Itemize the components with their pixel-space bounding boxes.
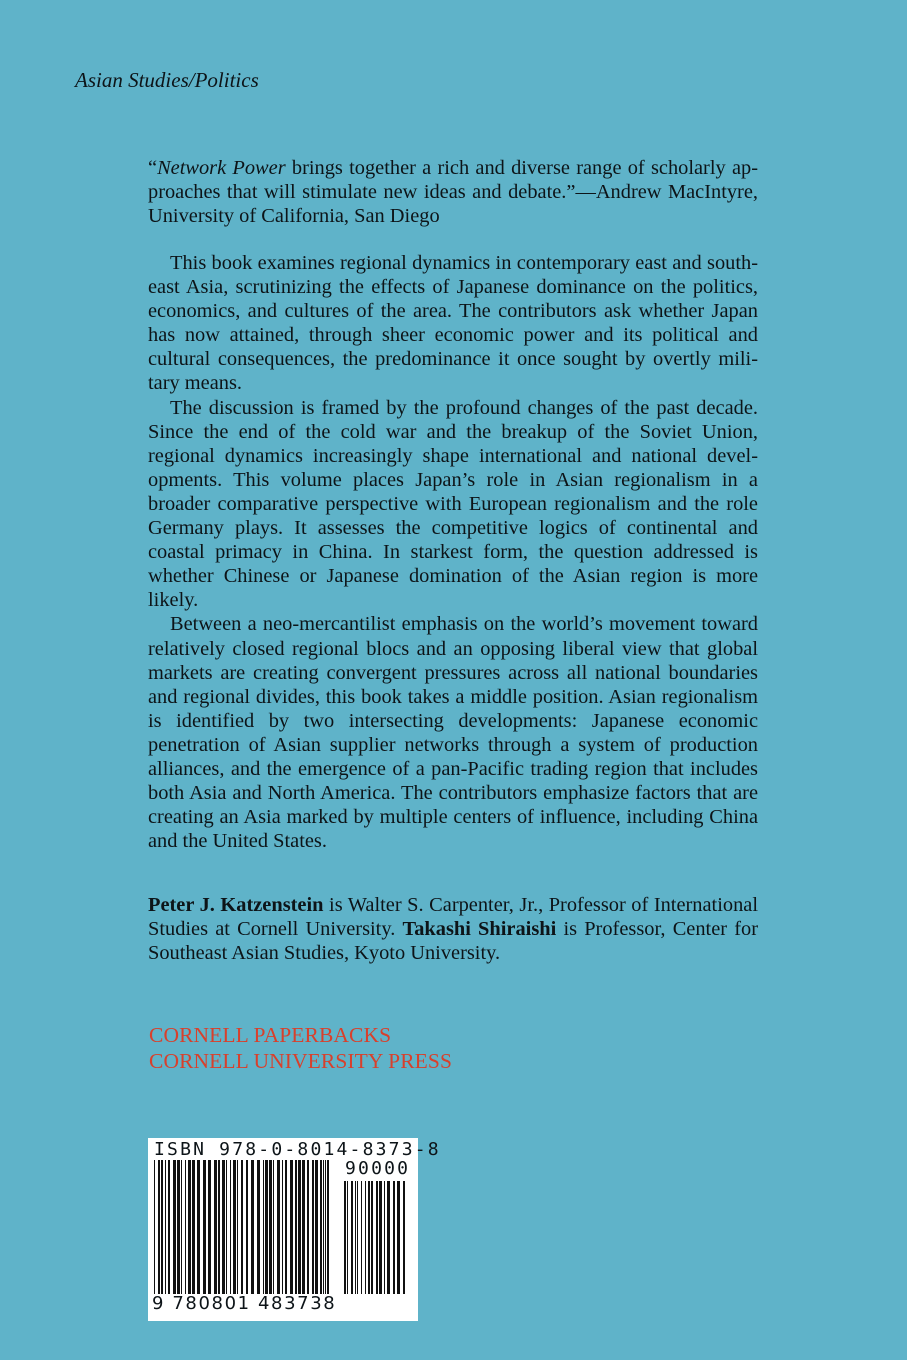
barcode-bar [168,1160,170,1294]
barcode-bar [365,1181,366,1294]
publisher-series: CORNELL PAPERBACKS [149,1023,392,1047]
barcode-bar [355,1181,356,1294]
author1-text: is Walter S. Carpenter, Jr., Professor of International Studies at Cornell University. [148,894,758,941]
barcode-bar [371,1181,373,1294]
barcode-bar [277,1160,280,1294]
barcode-bar [208,1160,211,1294]
barcode-bar [368,1181,370,1294]
ean-barcode [154,1160,332,1294]
barcode-bar [285,1160,287,1294]
barcode-bar [181,1160,182,1294]
barcode-bar [222,1160,225,1294]
description-paragraph: The discussion is framed by the profound changes of the past decade. Since the end of the cold war and the breakup of the Soviet Union, regional dynamics increasingly shape international and national developments. This volume places Japan’s role in Asian regionalism in a broader comparative perspective with European regionalism and the role Germany plays. It assesses the competitive logics of continental and coastal primacy in China. In starkest form, the question addressed is whether Chinese or Japanese domination of the Asian region is more likely. [148,396,758,612]
barcode-bar [165,1160,166,1294]
barcode-bar [173,1160,176,1294]
barcode-bar [197,1160,200,1294]
barcode-bar [214,1160,217,1294]
barcode-bar [295,1160,297,1294]
barcode-bar [246,1160,248,1294]
barcode-bar [265,1160,268,1294]
barcode-bar [393,1181,395,1294]
barcode-bar [218,1160,220,1294]
barcode-bar [302,1160,305,1294]
barcode-bar [357,1181,358,1294]
author-bios [148,893,758,965]
barcode-bar [347,1181,348,1294]
barcode-bar [263,1160,264,1294]
barcode-bar [307,1160,309,1294]
barcode-bar [315,1160,318,1294]
barcode-bar [298,1160,301,1294]
barcode-bar [251,1160,254,1294]
description-paragraph: This book examines regional dynamics in contemporary east and southeast Asia, scrutinizing the effects of Japanese dominance on the politics, economics, and cultures of the area. The contributors ask whether Japan has now attained, through sheer economic power and its political and cultural consequences, the predominance it once sought by overtly military means. [148,252,758,395]
barcode-bar [185,1160,186,1294]
barcode-bar [237,1160,238,1294]
ean-digits: 9 780801 483738 [152,1293,337,1314]
quote-book-title: Network Power [157,157,286,179]
barcode-bar [269,1160,272,1294]
barcode-bar [154,1160,155,1294]
barcode-bar [327,1160,329,1294]
barcode-bar [376,1181,378,1294]
price-code: 90000 [345,1158,411,1179]
barcode-bar [177,1160,180,1294]
barcode-bar [379,1181,382,1294]
barcode-bar [203,1160,206,1294]
author2-name: Takashi Shiraishi [402,918,557,941]
barcode-bar [397,1181,400,1294]
barcode-bar [351,1181,353,1294]
barcode-bar [282,1160,283,1294]
barcode-panel [148,1138,441,1321]
author2-text: is Professor, Center for Southeast Asian Studies, Kyoto University. [148,918,758,965]
barcode-bar [192,1160,195,1294]
barcode-bar [384,1181,385,1294]
book-description [148,251,758,853]
barcode-bar [403,1181,405,1294]
barcode-bar [312,1160,314,1294]
author1-name: Peter J. Katzenstein [148,894,324,916]
category-label: Asian Studies/Politics [75,68,259,92]
barcode-bar [257,1160,260,1294]
publisher-name: CORNELL UNIVERSITY PRESS [149,1049,453,1073]
barcode-bar [361,1181,362,1294]
quote-open-mark: “ [148,157,158,179]
quote-text: brings together a rich and diverse range of scholarly approaches that will stimulate new ideas and debate.”—Andrew MacIntyre, University of California, San Diego [148,157,758,228]
barcode-bar [320,1160,322,1294]
barcode-bar [323,1160,324,1294]
barcode-bar [158,1160,160,1294]
barcode-bar [290,1160,293,1294]
barcode-bar [344,1181,346,1294]
author-bio-paragraph [148,893,758,965]
endorsement-quote [148,156,758,228]
barcode-bar [387,1181,390,1294]
barcode-bar [233,1160,236,1294]
barcode-bar [273,1160,274,1294]
barcode-bar [226,1160,227,1294]
barcode-bar [188,1160,191,1294]
barcode-bar [230,1160,231,1294]
description-paragraph: Between a neo-mercantilist emphasis on the world’s movement toward relatively closed regional blocs and an opposing liberal view that global markets are creating convergent pressures across all national boundaries and regional divides, this book takes a middle position. Asian regionalism is identified by two intersecting developments: Japanese economic penetration of Asian supplier networks through a system of production alliances, and the emergence of a pan-Pacific trading region that includes both Asia and North America. The contributors emphasize factors that are creating an Asia marked by multiple centers of influence, including China and the United States. [148,613,758,853]
isbn-label: ISBN 978-0-8014-8373-8 [154,1139,441,1160]
barcode-bar [161,1160,163,1294]
barcode-bar [325,1160,326,1294]
addon-barcode [344,1181,408,1294]
publisher-block [149,1022,452,1074]
barcode-bar [241,1160,243,1294]
